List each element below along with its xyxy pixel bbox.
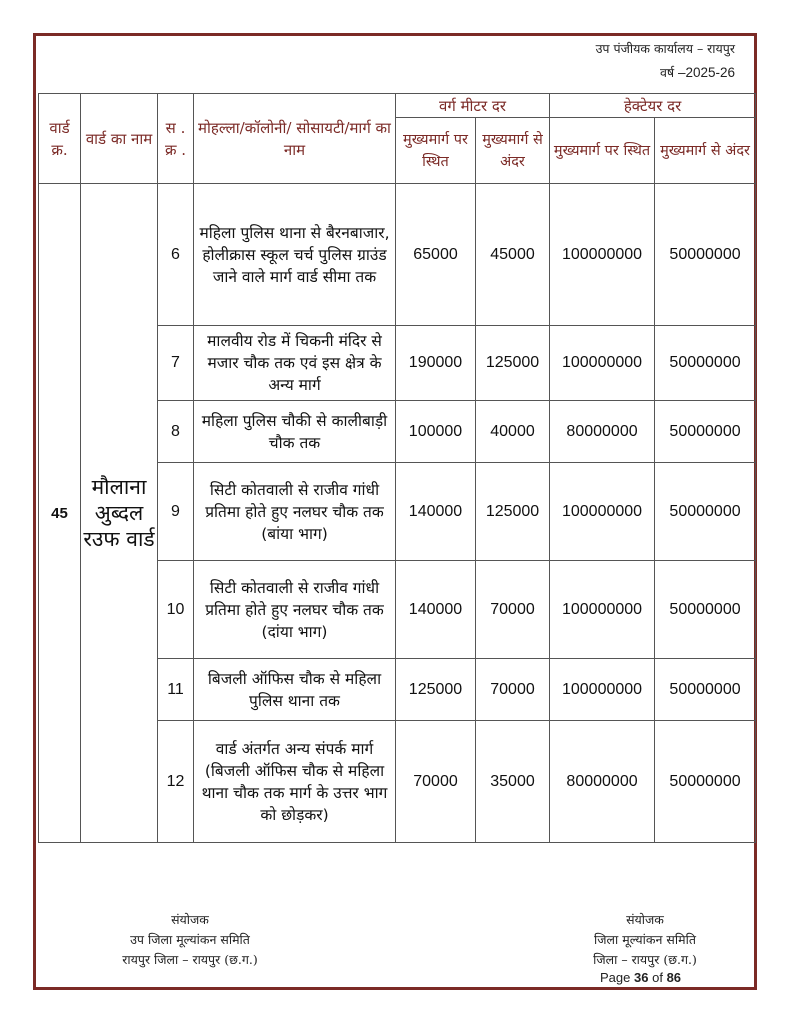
sqm-inside-rate: 70000 bbox=[476, 659, 550, 721]
ha-inside-rate: 50000000 bbox=[655, 659, 756, 721]
ha-inside-rate: 50000000 bbox=[655, 326, 756, 401]
page-number bbox=[600, 970, 681, 985]
sqm-main-rate: 100000 bbox=[396, 401, 476, 463]
ha-main-rate: 100000000 bbox=[550, 184, 655, 326]
col-locality: मोहल्ला/कॉलोनी/ सोसायटी/मार्ग का नाम bbox=[194, 94, 396, 184]
page-current: 36 bbox=[634, 970, 649, 985]
ha-inside-rate: 50000000 bbox=[655, 721, 756, 843]
signature-block-left bbox=[75, 910, 305, 970]
year-value: –2025-26 bbox=[677, 65, 735, 80]
ha-inside-rate: 50000000 bbox=[655, 401, 756, 463]
ha-main-rate: 100000000 bbox=[550, 659, 655, 721]
col-ward-no: वार्ड क्र. bbox=[39, 94, 81, 184]
sqm-main-rate: 140000 bbox=[396, 463, 476, 561]
sqm-inside-rate: 70000 bbox=[476, 561, 550, 659]
signature-title: संयोजक bbox=[171, 912, 209, 927]
serial-number: 10 bbox=[158, 561, 194, 659]
year-label bbox=[660, 64, 735, 81]
ward-number: 45 bbox=[39, 184, 81, 843]
page-total: 86 bbox=[666, 970, 682, 985]
rates-table bbox=[38, 93, 756, 843]
col-group-sqm: वर्ग मीटर दर bbox=[396, 94, 550, 118]
locality-name: वार्ड अंतर्गत अन्य संपर्क मार्ग (बिजली ऑफिस चौक से महिला थाना चौक तक मार्ग के उत्तर भाग को छोड़कर) bbox=[194, 721, 396, 843]
sqm-inside-rate: 40000 bbox=[476, 401, 550, 463]
sqm-main-rate: 140000 bbox=[396, 561, 476, 659]
signature-title: संयोजक bbox=[626, 912, 664, 927]
ha-main-rate: 100000000 bbox=[550, 326, 655, 401]
signature-committee: जिला मूल्यांकन समिति bbox=[594, 932, 696, 947]
col-sqm-inside: मुख्यमार्ग से अंदर bbox=[476, 118, 550, 184]
serial-number: 11 bbox=[158, 659, 194, 721]
sqm-inside-rate: 125000 bbox=[476, 326, 550, 401]
ha-main-rate: 100000000 bbox=[550, 561, 655, 659]
serial-number: 7 bbox=[158, 326, 194, 401]
ha-inside-rate: 50000000 bbox=[655, 561, 756, 659]
locality-name: बिजली ऑफिस चौक से महिला पुलिस थाना तक bbox=[194, 659, 396, 721]
table-row bbox=[39, 184, 756, 326]
col-ha-inside: मुख्यमार्ग से अंदर bbox=[655, 118, 756, 184]
signature-committee: उप जिला मूल्यांकन समिति bbox=[130, 932, 250, 947]
signature-location: जिला – रायपुर (छ.ग.) bbox=[593, 952, 697, 967]
locality-name: महिला पुलिस थाना से बैरनबाजार, होलीक्रास स्कूल चर्च पुलिस ग्राउंड जाने वाले मार्ग वार्ड सीमा तक bbox=[194, 184, 396, 326]
ha-main-rate: 100000000 bbox=[550, 463, 655, 561]
ha-inside-rate: 50000000 bbox=[655, 463, 756, 561]
sqm-main-rate: 125000 bbox=[396, 659, 476, 721]
serial-number: 9 bbox=[158, 463, 194, 561]
ha-main-rate: 80000000 bbox=[550, 721, 655, 843]
sqm-main-rate: 190000 bbox=[396, 326, 476, 401]
page-of: of bbox=[652, 970, 663, 985]
signature-block-right bbox=[545, 910, 745, 970]
serial-number: 6 bbox=[158, 184, 194, 326]
sqm-inside-rate: 125000 bbox=[476, 463, 550, 561]
year-prefix: वर्ष bbox=[659, 65, 675, 80]
ha-inside-rate: 50000000 bbox=[655, 184, 756, 326]
locality-name: महिला पुलिस चौकी से कालीबाड़ी चौक तक bbox=[194, 401, 396, 463]
sqm-inside-rate: 35000 bbox=[476, 721, 550, 843]
col-ha-main: मुख्यमार्ग पर स्थित bbox=[550, 118, 655, 184]
serial-number: 8 bbox=[158, 401, 194, 463]
serial-number: 12 bbox=[158, 721, 194, 843]
col-group-hectare: हेक्टेयर दर bbox=[550, 94, 756, 118]
col-ward-name: वार्ड का नाम bbox=[81, 94, 158, 184]
office-title: उप पंजीयक कार्यालय – रायपुर bbox=[595, 41, 735, 56]
sqm-main-rate: 70000 bbox=[396, 721, 476, 843]
sqm-main-rate: 65000 bbox=[396, 184, 476, 326]
locality-name: सिटी कोतवाली से राजीव गांधी प्रतिमा होते हुए नलघर चौक तक (दांया भाग) bbox=[194, 561, 396, 659]
locality-name: मालवीय रोड में चिकनी मंदिर से मजार चौक तक एवं इस क्षेत्र के अन्य मार्ग bbox=[194, 326, 396, 401]
page-prefix: Page bbox=[600, 970, 631, 985]
ha-main-rate: 80000000 bbox=[550, 401, 655, 463]
col-sno: स . क्र . bbox=[158, 94, 194, 184]
ward-name: मौलाना अुब्दल रउफ वार्ड bbox=[81, 184, 158, 843]
locality-name: सिटी कोतवाली से राजीव गांधी प्रतिमा होते हुए नलघर चौक तक (बांया भाग) bbox=[194, 463, 396, 561]
sqm-inside-rate: 45000 bbox=[476, 184, 550, 326]
signature-location: रायपुर जिला – रायपुर (छ.ग.) bbox=[122, 952, 258, 967]
col-sqm-main: मुख्यमार्ग पर स्थित bbox=[396, 118, 476, 184]
